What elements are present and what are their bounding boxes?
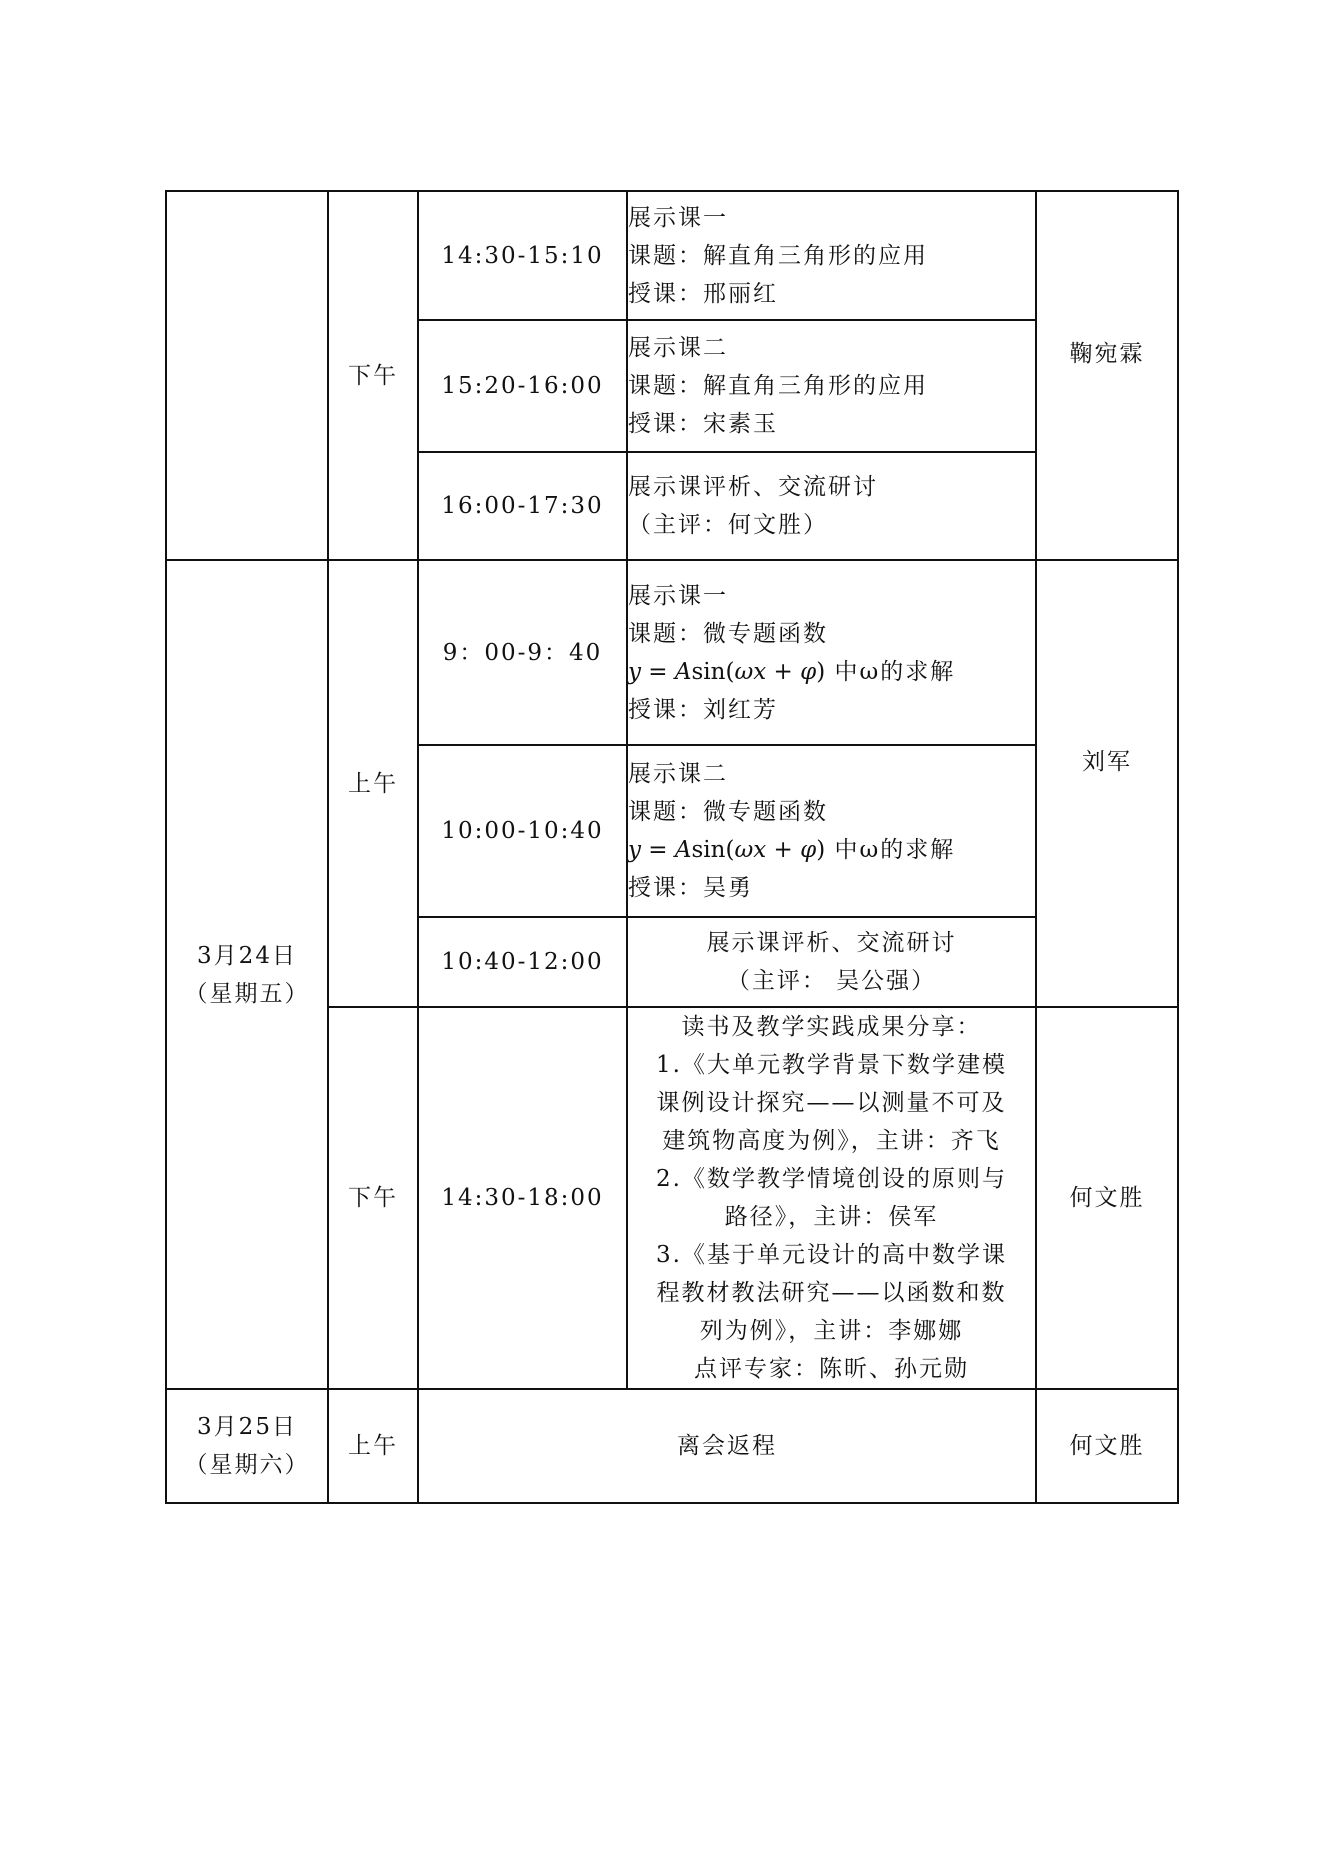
sharing-line: 3.《基于单元设计的高中数学课 <box>656 1242 1007 1268</box>
host-name: 何文胜 <box>1069 1185 1145 1211</box>
session-content <box>627 452 1036 560</box>
period-cell: 上午 <box>328 560 418 1007</box>
formula-suffix: 中ω的求解 <box>834 837 956 863</box>
session-reviewer: （主评： 吴公强） <box>726 968 937 994</box>
session-content <box>627 191 1036 320</box>
session-title: 展示课评析、交流研讨 <box>628 474 878 500</box>
time-cell: 10:40-12:00 <box>418 917 627 1007</box>
table-row <box>166 1389 1178 1503</box>
weekday-label: （星期六） <box>184 1452 310 1478</box>
table-row <box>166 191 1178 320</box>
host-cell <box>1036 1007 1178 1389</box>
session-title: 展示课二 <box>628 761 728 787</box>
formula: y = Asin(ωx + φ) <box>628 658 826 685</box>
host-cell <box>1036 560 1178 1007</box>
sharing-line: 1.《大单元教学背景下数学建模 <box>656 1052 1007 1078</box>
schedule-table <box>165 190 1179 1504</box>
session-content <box>627 745 1036 917</box>
session-title: 展示课评析、交流研讨 <box>706 930 957 956</box>
weekday-label: （星期五） <box>184 980 310 1007</box>
session-formula <box>628 831 1035 869</box>
period-cell: 下午 <box>328 1007 418 1389</box>
date-label: 3月25日 <box>197 1414 297 1440</box>
sharing-line: 建筑物高度为例》，主讲：齐飞 <box>662 1128 1001 1154</box>
date-cell <box>166 560 328 1389</box>
host-cell <box>1036 191 1178 560</box>
session-topic: 课题：微专题函数 <box>628 620 828 647</box>
session-title: 展示课二 <box>628 335 728 361</box>
date-cell-empty <box>166 191 328 560</box>
sharing-line: 程教材教法研究——以函数和数 <box>656 1280 1007 1306</box>
time-cell: 15:20-16:00 <box>418 320 627 452</box>
time-cell: 10:00-10:40 <box>418 745 627 917</box>
formula-suffix: 中ω的求解 <box>834 658 956 685</box>
period-cell: 下午 <box>328 191 418 560</box>
session-title: 展示课一 <box>628 204 728 231</box>
date-label: 3月24日 <box>197 942 297 969</box>
time-cell: 14:30-18:00 <box>418 1007 627 1389</box>
session-topic: 课题：微专题函数 <box>628 799 828 825</box>
session-teacher: 授课：宋素玉 <box>628 411 778 437</box>
departure-cell: 离会返程 <box>418 1389 1036 1503</box>
session-title: 展示课一 <box>628 582 728 609</box>
time-cell: 16:00-17:30 <box>418 452 627 560</box>
session-content <box>627 560 1036 745</box>
time-cell: 14:30-15:10 <box>418 191 627 320</box>
session-reviewer: （主评：何文胜） <box>628 512 828 538</box>
session-content <box>627 320 1036 452</box>
session-teacher: 授课：吴勇 <box>628 875 753 901</box>
host-name: 何文胜 <box>1069 1433 1145 1459</box>
time-cell: 9：00-9：40 <box>418 560 627 745</box>
session-content <box>627 917 1036 1007</box>
session-topic: 课题：解直角三角形的应用 <box>628 242 928 269</box>
session-content <box>627 1007 1036 1389</box>
sharing-line: 2.《数学教学情境创设的原则与 <box>656 1166 1007 1192</box>
sharing-reviewers: 点评专家：陈昕、孙元勋 <box>694 1356 969 1382</box>
session-formula <box>628 653 1035 691</box>
sharing-line: 路径》，主讲：侯军 <box>724 1204 939 1230</box>
period-cell: 上午 <box>328 1389 418 1503</box>
session-teacher: 授课：刘红芳 <box>628 696 778 723</box>
formula: y = Asin(ωx + φ) <box>628 837 826 863</box>
sharing-heading: 读书及教学实践成果分享： <box>681 1014 982 1040</box>
host-name: 刘军 <box>1082 748 1132 775</box>
sharing-line: 列为例》，主讲：李娜娜 <box>699 1318 964 1344</box>
date-cell <box>166 1389 328 1503</box>
host-cell <box>1036 1389 1178 1503</box>
session-topic: 课题：解直角三角形的应用 <box>628 373 928 399</box>
table-row <box>166 560 1178 745</box>
sharing-line: 课例设计探究——以测量不可及 <box>656 1090 1007 1116</box>
session-teacher: 授课：邢丽红 <box>628 280 778 307</box>
host-name: 鞠宛霖 <box>1069 340 1145 367</box>
